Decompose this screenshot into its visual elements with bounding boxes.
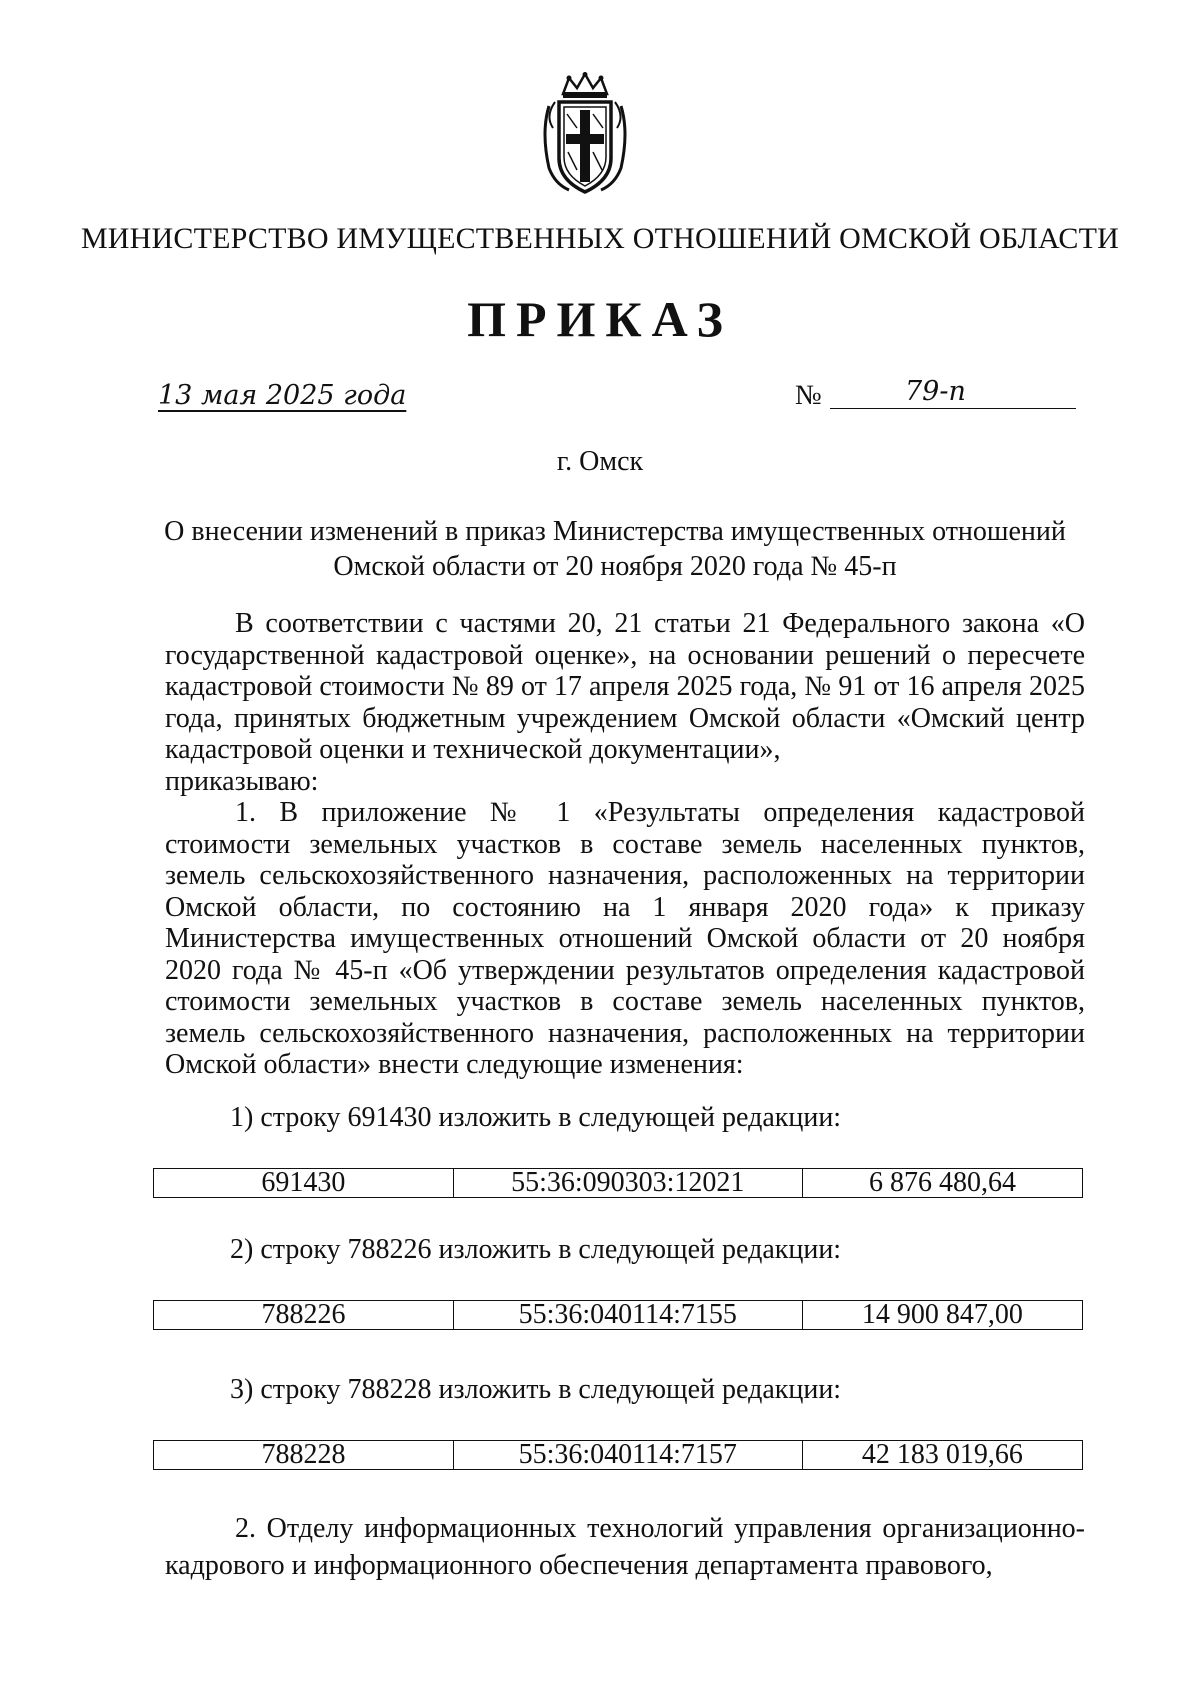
city-name: г. Омск (556, 446, 644, 477)
cadastral-number-cell: 55:36:090303:12021 (453, 1169, 802, 1198)
order-title-line-1: О внесении изменений в приказ Министерства имущественных отношений (164, 516, 1066, 547)
row-table-1 (153, 1168, 1083, 1198)
order-body (165, 608, 1085, 1081)
sub-item-3: 3) строку 788228 изложить в следующей редакции: (230, 1374, 842, 1405)
order-word: приказываю: (165, 765, 319, 797)
number-label: № (795, 380, 822, 411)
sub-item-1: 1) строку 691430 изложить в следующей редакции: (230, 1102, 842, 1133)
ministry-name: МИНИСТЕРСТВО ИМУЩЕСТВЕННЫХ ОТНОШЕНИЙ ОМСКОЙ ОБЛАСТИ (80, 222, 1120, 255)
handwritten-number: 79-п (905, 376, 966, 407)
cadastral-value-cell: 42 183 019,66 (802, 1441, 1082, 1470)
row-number-cell: 788226 (154, 1301, 454, 1330)
item-2-section (165, 1510, 1085, 1584)
cadastral-number-cell: 55:36:040114:7155 (453, 1301, 802, 1330)
row-table-2 (153, 1300, 1083, 1330)
document-type-title: ПРИКАЗ (467, 291, 733, 347)
row-table-3 (153, 1440, 1083, 1470)
number-underline (830, 408, 1076, 409)
sub-item-2: 2) строку 788226 изложить в следующей редакции: (230, 1234, 842, 1265)
item-1-paragraph: 1. В приложение № 1 «Результаты определения кадастровой стоимости земельных участков в составе земель населенных пунктов, земель сельскохозяйственного назначения, расположенных на территории Омской области, по состоянию на 1 января 2020 года» к приказу Министерства имущественных отношений Омской области от 20 ноября 2020 года № 45-п «Об утверждении результатов определения кадастровой стоимости земельных участков в составе земель населенных пунктов, земель сельскохозяйственного назначения, расположенных на территории Омской области» внести следующие изменения: (165, 797, 1085, 1080)
cadastral-value-cell: 14 900 847,00 (802, 1301, 1082, 1330)
preamble-paragraph: В соответствии с частями 20, 21 статьи 21 Федерального закона «О государственной кадастровой оценке», на основании решений о пересчете кадастровой стоимости № 89 от 17 апреля 2025 года, № 91 от 16 апреля 2025 года, принятых бюджетным учреждением Омской области «Омский центр кадастровой оценки и технической документации», (165, 608, 1085, 765)
coat-of-arms-emblem (535, 72, 635, 200)
order-title (150, 514, 1080, 584)
order-title-line-2: Омской области от 20 ноября 2020 года № 45-п (333, 551, 897, 582)
item-2-paragraph: 2. Отделу информационных технологий управления организационно-кадрового и информационного обеспечения департамента правового, (165, 1513, 1085, 1581)
cadastral-value-cell: 6 876 480,64 (802, 1169, 1082, 1198)
row-number-cell: 691430 (154, 1169, 454, 1198)
table-row (154, 1441, 1083, 1470)
table-row (154, 1169, 1083, 1198)
table-row (154, 1301, 1083, 1330)
row-number-cell: 788228 (154, 1441, 454, 1470)
cadastral-number-cell: 55:36:040114:7157 (453, 1441, 802, 1470)
handwritten-date: 13 мая 2025 года (158, 380, 407, 411)
